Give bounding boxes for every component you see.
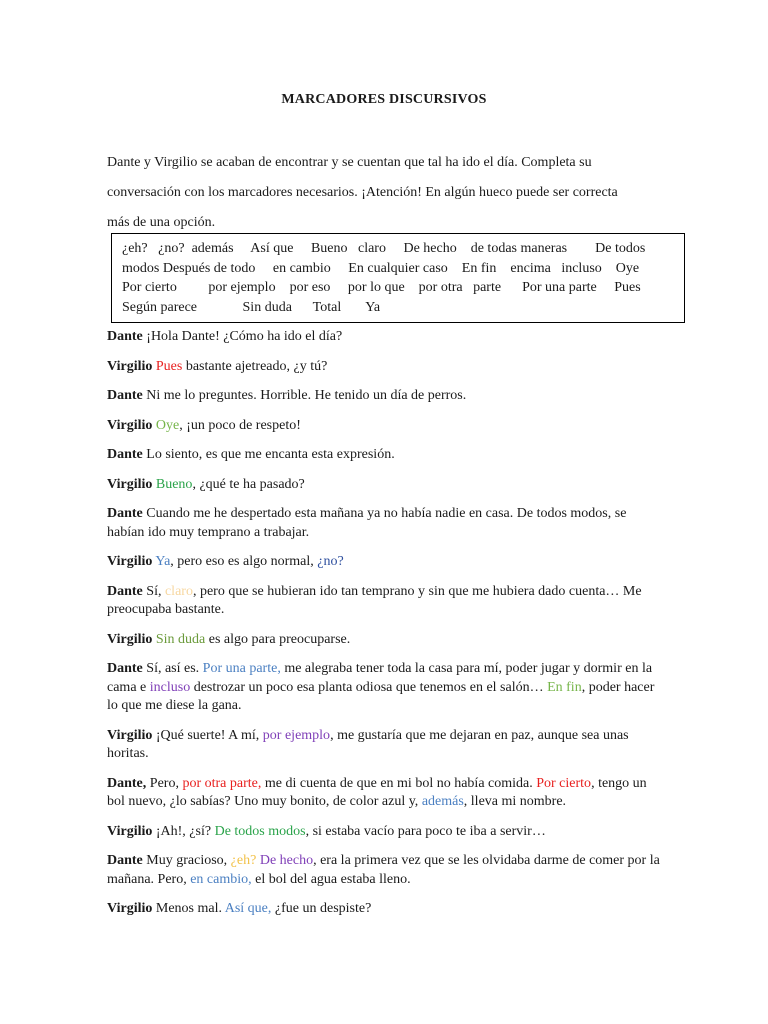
dialogue-text: es algo para preocuparse.	[205, 631, 351, 647]
dialogue-text: , lleva mi nombre.	[463, 794, 567, 809]
speaker-name: Virgilio	[107, 727, 153, 743]
dialogue-text: , ¿qué te ha pasado?	[192, 476, 305, 492]
dialogue-text: , tengo un bol nuevo, ¿lo sabías? Uno muy bonito, de color azul y,	[107, 775, 647, 809]
dialogue-turn	[107, 900, 667, 919]
dialogue-text: , me gustaría que me dejaran en paz, aunque sea unas horitas.	[107, 727, 629, 761]
instructions-line: conversación con los marcadores necesarios. ¡Atención! En algún hueco puede ser correcta	[107, 185, 618, 200]
discourse-marker: en cambio,	[190, 871, 252, 887]
dialogue-text: ¡Ah!, ¿sí?	[152, 823, 215, 839]
speaker-name: Dante	[107, 447, 143, 462]
instructions-line: Dante y Virgilio se acaban de encontrar y se cuentan que tal ha ido el día. Completa su	[107, 155, 592, 170]
dialogue-text: ¡Hola Dante! ¿Cómo ha ido el día?	[142, 329, 343, 344]
discourse-marker: Pues	[155, 358, 183, 374]
speaker-name: Dante	[107, 506, 143, 521]
dialogue-text: Menos mal.	[152, 901, 225, 916]
speaker-name: Virgilio	[107, 901, 153, 916]
dialogue-text: Sí,	[142, 583, 165, 599]
dialogue-text: Sí, así es.	[142, 661, 203, 676]
dialogue-turn	[107, 631, 667, 650]
page-title: MARCADORES DISCURSIVOS	[281, 92, 487, 107]
dialogue-text: Ni me lo preguntes. Horrible. He tenido un día de perros.	[142, 388, 467, 403]
speaker-name: Dante	[107, 661, 143, 676]
dialogue-turn	[107, 358, 667, 377]
dialogue-turn	[107, 583, 667, 620]
dialogue-text: me di cuenta de que en mi bol no había comida.	[261, 775, 537, 791]
word-bank-row: Según parece Sin duda Total Ya	[122, 299, 381, 315]
dialogue-text: me alegraba tener toda la casa para mí, poder jugar y dormir en la cama e	[107, 661, 653, 695]
dialogue-turn	[107, 417, 667, 436]
discourse-marker: Por una parte,	[202, 661, 281, 676]
word-bank-row: ¿eh? ¿no? además Así que Bueno claro De hecho de todas maneras De todos	[122, 241, 646, 256]
discourse-marker: Oye	[155, 417, 180, 433]
speaker-name: Dante	[107, 388, 143, 403]
discourse-marker: por ejemplo	[262, 727, 331, 743]
dialogue-turn	[107, 660, 667, 716]
dialogue-text: Muy gracioso,	[142, 853, 231, 868]
dialogue-turn	[107, 727, 667, 764]
dialogue-text: ¡Qué suerte! A mí,	[152, 727, 263, 743]
dialogue-turn	[107, 775, 667, 812]
dialogue	[107, 328, 667, 930]
speaker-name: Virgilio	[107, 476, 153, 492]
speaker-name: Dante	[107, 329, 143, 344]
discourse-marker: Sin duda	[155, 631, 206, 647]
dialogue-text: Cuando me he despertado esta mañana ya no había nadie en casa. De todos modos, se habían ido muy temprano a trabajar.	[107, 506, 627, 540]
dialogue-turn	[107, 446, 667, 465]
instructions	[107, 148, 667, 238]
speaker-name: Virgilio	[107, 631, 153, 647]
dialogue-text: bastante ajetreado, ¿y tú?	[182, 358, 328, 374]
dialogue-text: , pero eso es algo normal,	[170, 554, 318, 569]
dialogue-text: , era la primera vez que se les olvidaba darme de comer por la mañana. Pero,	[107, 853, 660, 887]
speaker-name: Virgilio	[107, 358, 153, 374]
speaker-name: Virgilio	[107, 417, 153, 433]
instructions-line: más de una opción.	[107, 215, 216, 230]
speaker-name: Virgilio	[107, 554, 153, 569]
discourse-marker: por otra parte,	[182, 775, 262, 791]
discourse-marker: Bueno	[155, 476, 193, 492]
discourse-marker: Por cierto	[536, 775, 592, 791]
discourse-marker: De hecho	[259, 853, 314, 868]
discourse-marker: ¿eh?	[230, 853, 257, 868]
word-bank-box	[111, 233, 685, 323]
dialogue-text: ¿fue un despiste?	[271, 901, 372, 916]
dialogue-text: destrozar un poco esa planta odiosa que tenemos en el salón…	[190, 679, 548, 695]
dialogue-text: , ¡un poco de respeto!	[179, 417, 301, 433]
word-bank-row: modos Después de todo en cambio En cualquier caso En fin encima incluso Oye	[122, 260, 640, 276]
dialogue-turn	[107, 476, 667, 495]
discourse-marker: Así que,	[224, 901, 272, 916]
dialogue-text: , si estaba vacío para poco te iba a servir…	[305, 823, 546, 839]
dialogue-turn	[107, 505, 667, 542]
dialogue-turn	[107, 387, 667, 406]
dialogue-turn	[107, 328, 667, 347]
discourse-marker: Ya	[155, 554, 171, 569]
speaker-name: Dante,	[107, 775, 147, 791]
discourse-marker: ¿no?	[317, 554, 344, 569]
dialogue-turn	[107, 852, 667, 889]
dialogue-text: Pero,	[146, 775, 183, 791]
speaker-name: Dante	[107, 583, 143, 599]
dialogue-text: , pero que se hubieran ido tan temprano y sin que me hubiera dado cuenta… Me preocupaba bastante.	[107, 583, 642, 617]
speaker-name: Dante	[107, 853, 143, 868]
dialogue-turn	[107, 823, 667, 842]
discourse-marker: claro	[164, 583, 193, 599]
discourse-marker: incluso	[149, 679, 191, 695]
dialogue-text: , poder hacer lo que me diese la gana.	[107, 679, 655, 713]
discourse-marker: En fin	[547, 679, 582, 695]
dialogue-text: el bol del agua estaba lleno.	[251, 871, 411, 887]
word-bank-row: Por cierto por ejemplo por eso por lo que por otra parte Por una parte Pues	[122, 280, 641, 295]
discourse-marker: De todos modos	[214, 823, 306, 839]
speaker-name: Virgilio	[107, 823, 153, 839]
dialogue-text: Lo siento, es que me encanta esta expresión.	[142, 447, 395, 462]
dialogue-turn	[107, 553, 667, 572]
discourse-marker: además	[421, 794, 464, 809]
